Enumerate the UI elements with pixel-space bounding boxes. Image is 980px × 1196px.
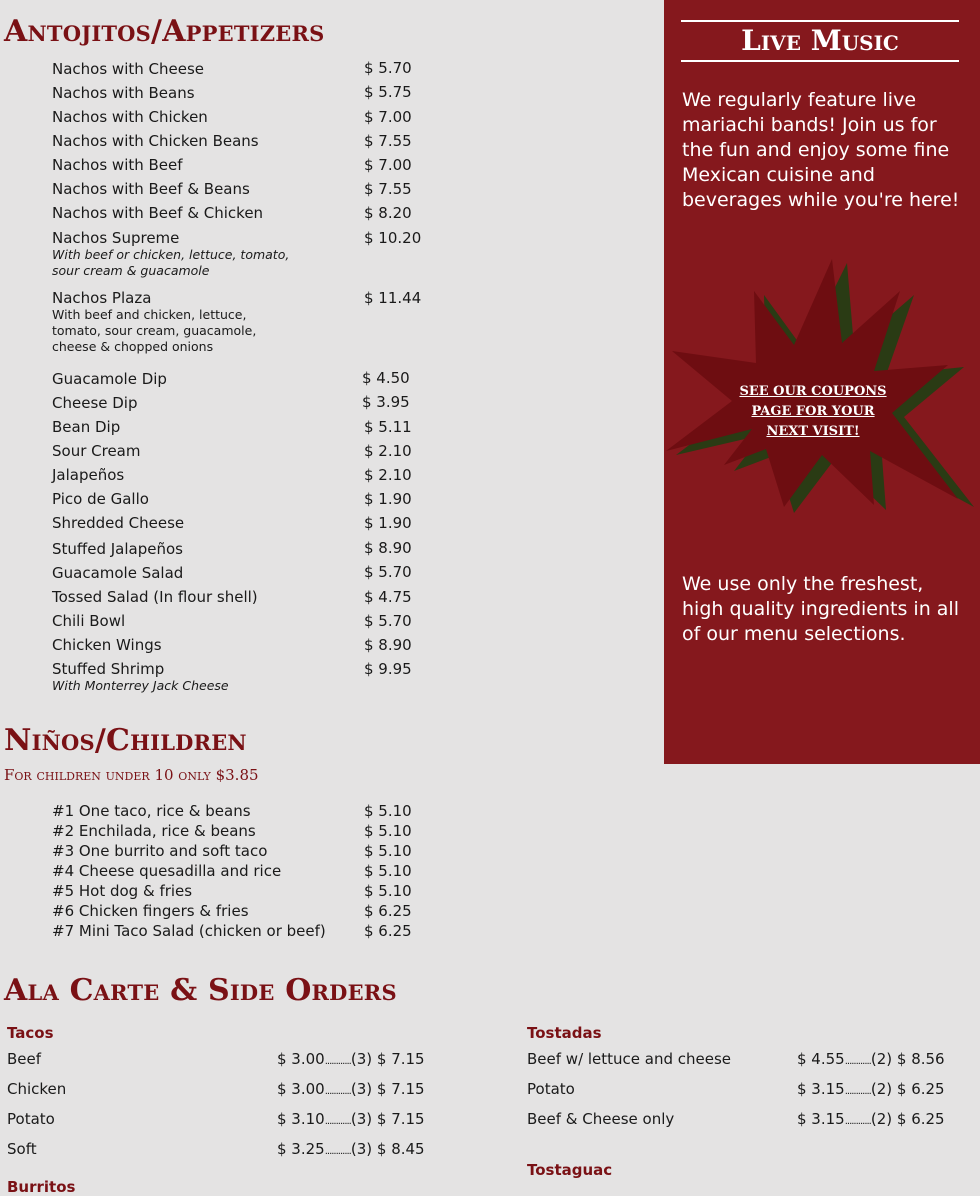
tostaguac-heading: Tostaguac [527, 1161, 613, 1179]
burritos-heading: Burritos [7, 1178, 76, 1196]
menu-item-name: Chili Bowl [52, 612, 126, 630]
menu-item-price [277, 1050, 425, 1068]
menu-item-price: $ 5.70 [364, 59, 412, 77]
menu-item-price: $ 4.75 [364, 588, 412, 606]
menu-item-price: $ 5.70 [364, 612, 412, 630]
menu-item-name: Potato [527, 1080, 575, 1098]
menu-item-name: #1 One taco, rice & beans [52, 802, 251, 820]
menu-item-name: Bean Dip [52, 418, 121, 436]
menu-item-price: $ 5.10 [364, 882, 412, 900]
menu-item-price [797, 1080, 945, 1098]
menu-item-name: Sour Cream [52, 442, 141, 460]
price-dots: ............ [844, 1086, 871, 1097]
menu-item-price: $ 1.90 [364, 490, 412, 508]
menu-item-name: Stuffed Jalapeños [52, 540, 183, 558]
menu-item-name: Cheese Dip [52, 394, 138, 412]
menu-item-price [797, 1050, 945, 1068]
menu-item-price: $ 5.10 [364, 802, 412, 820]
single-price: $ 3.15 [797, 1080, 845, 1098]
menu-item-name: Guacamole Dip [52, 370, 167, 388]
menu-item-price: $ 11.44 [364, 289, 422, 307]
multi-price: (2) $ 6.25 [870, 1110, 945, 1128]
menu-item-price: $ 2.10 [364, 466, 412, 484]
menu-item-name: Soft [7, 1140, 37, 1158]
menu-item-name: Shredded Cheese [52, 514, 185, 532]
live-music-description: We regularly feature live mariachi bands! Join us for the fun and enjoy some fine Mexican cuisine and beverages while you're here! [682, 89, 960, 211]
menu-item-name: #6 Chicken fingers & fries [52, 902, 249, 920]
alacarte-heading: Ala Carte & Side Orders [4, 973, 397, 1008]
menu-item-price: $ 8.90 [364, 539, 412, 557]
price-dots: ............ [324, 1056, 351, 1067]
menu-item-price: $ 7.55 [364, 180, 412, 198]
menu-item-name: Stuffed Shrimp [52, 660, 165, 678]
menu-item-price [277, 1110, 425, 1128]
menu-item-name: #5 Hot dog & fries [52, 882, 193, 900]
tostadas-heading: Tostadas [527, 1024, 602, 1042]
menu-item-price: $ 5.10 [364, 862, 412, 880]
tacos-heading: Tacos [7, 1024, 54, 1042]
menu-item-name: Nachos with Beef & Chicken [52, 204, 264, 222]
menu-item-price: $ 2.10 [364, 442, 412, 460]
single-price: $ 3.00 [277, 1050, 325, 1068]
menu-item-price: $ 10.20 [364, 229, 422, 247]
menu-item-name: Chicken Wings [52, 636, 162, 654]
menu-item-name: Jalapeños [52, 466, 125, 484]
multi-price: (2) $ 8.56 [870, 1050, 945, 1068]
menu-item-price: $ 7.55 [364, 132, 412, 150]
menu-item-name: Nachos Plaza [52, 289, 152, 307]
menu-item-price [797, 1110, 945, 1128]
single-price: $ 3.10 [277, 1110, 325, 1128]
single-price: $ 3.15 [797, 1110, 845, 1128]
multi-price: (2) $ 6.25 [870, 1080, 945, 1098]
menu-item-price: $ 6.25 [364, 922, 412, 940]
menu-item-price: $ 4.50 [362, 369, 410, 387]
menu-item-name: Nachos with Chicken Beans [52, 132, 259, 150]
menu-item-name: #3 One burrito and soft taco [52, 842, 268, 860]
menu-item-name: Nachos with Cheese [52, 60, 204, 78]
menu-item-price: $ 3.95 [362, 393, 410, 411]
menu-item-name: Beef [7, 1050, 42, 1068]
menu-item-name: Potato [7, 1110, 55, 1128]
menu-item-name: Nachos with Beef [52, 156, 183, 174]
multi-price: (3) $ 7.15 [350, 1110, 425, 1128]
menu-item-description: With beef and chicken, lettuce, tomato, sour cream, guacamole, cheese & chopped onions [52, 307, 257, 354]
menu-item-price: $ 8.20 [364, 204, 412, 222]
price-dots: ............ [324, 1146, 351, 1157]
menu-item-price [277, 1140, 425, 1158]
children-subtitle: For children under 10 only $3.85 [4, 766, 259, 784]
menu-item-price [277, 1080, 425, 1098]
menu-item-description: With beef or chicken, lettuce, tomato, sour cream & guacamole [52, 247, 290, 278]
live-music-heading: Live Music [681, 20, 959, 62]
menu-item-price: $ 5.70 [364, 563, 412, 581]
menu-item-name: Chicken [7, 1080, 67, 1098]
coupon-link[interactable]: SEE OUR COUPONS PAGE FOR YOUR NEXT VISIT! [739, 384, 887, 439]
menu-item-price: $ 5.10 [364, 822, 412, 840]
children-heading: Niños/Children [4, 723, 247, 758]
menu-item-price: $ 8.90 [364, 636, 412, 654]
menu-item-name: Beef w/ lettuce and cheese [527, 1050, 732, 1068]
menu-item-name: #7 Mini Taco Salad (chicken or beef) [52, 922, 326, 940]
price-dots: ............ [324, 1086, 351, 1097]
single-price: $ 4.55 [797, 1050, 845, 1068]
menu-item-name: Tossed Salad (In flour shell) [52, 588, 258, 606]
multi-price: (3) $ 8.45 [350, 1140, 425, 1158]
price-dots: ............ [844, 1056, 871, 1067]
menu-item-price: $ 9.95 [364, 660, 412, 678]
multi-price: (3) $ 7.15 [350, 1080, 425, 1098]
menu-item-price: $ 7.00 [364, 108, 412, 126]
menu-item-name: #4 Cheese quesadilla and rice [52, 862, 282, 880]
menu-item-name: Nachos with Beans [52, 84, 195, 102]
live-music-sidebar [664, 0, 980, 764]
menu-item-description: With Monterrey Jack Cheese [52, 678, 229, 693]
menu-item-name: Nachos with Chicken [52, 108, 208, 126]
menu-item-name: Guacamole Salad [52, 564, 184, 582]
multi-price: (3) $ 7.15 [350, 1050, 425, 1068]
menu-item-name: Nachos Supreme [52, 229, 180, 247]
menu-item-price: $ 6.25 [364, 902, 412, 920]
menu-item-price: $ 7.00 [364, 156, 412, 174]
menu-item-name: Beef & Cheese only [527, 1110, 675, 1128]
price-dots: ............ [324, 1116, 351, 1127]
appetizers-heading: Antojitos/Appetizers [4, 14, 325, 49]
price-dots: ............ [844, 1116, 871, 1127]
menu-item-name: #2 Enchilada, rice & beans [52, 822, 256, 840]
ingredients-note: We use only the freshest, high quality ingredients in all of our menu selections. [682, 573, 959, 645]
menu-item-name: Nachos with Beef & Beans [52, 180, 250, 198]
single-price: $ 3.00 [277, 1080, 325, 1098]
menu-item-price: $ 5.75 [364, 83, 412, 101]
menu-item-price: $ 5.10 [364, 842, 412, 860]
menu-item-price: $ 5.11 [364, 418, 412, 436]
menu-item-name: Pico de Gallo [52, 490, 149, 508]
single-price: $ 3.25 [277, 1140, 325, 1158]
menu-item-price: $ 1.90 [364, 514, 412, 532]
